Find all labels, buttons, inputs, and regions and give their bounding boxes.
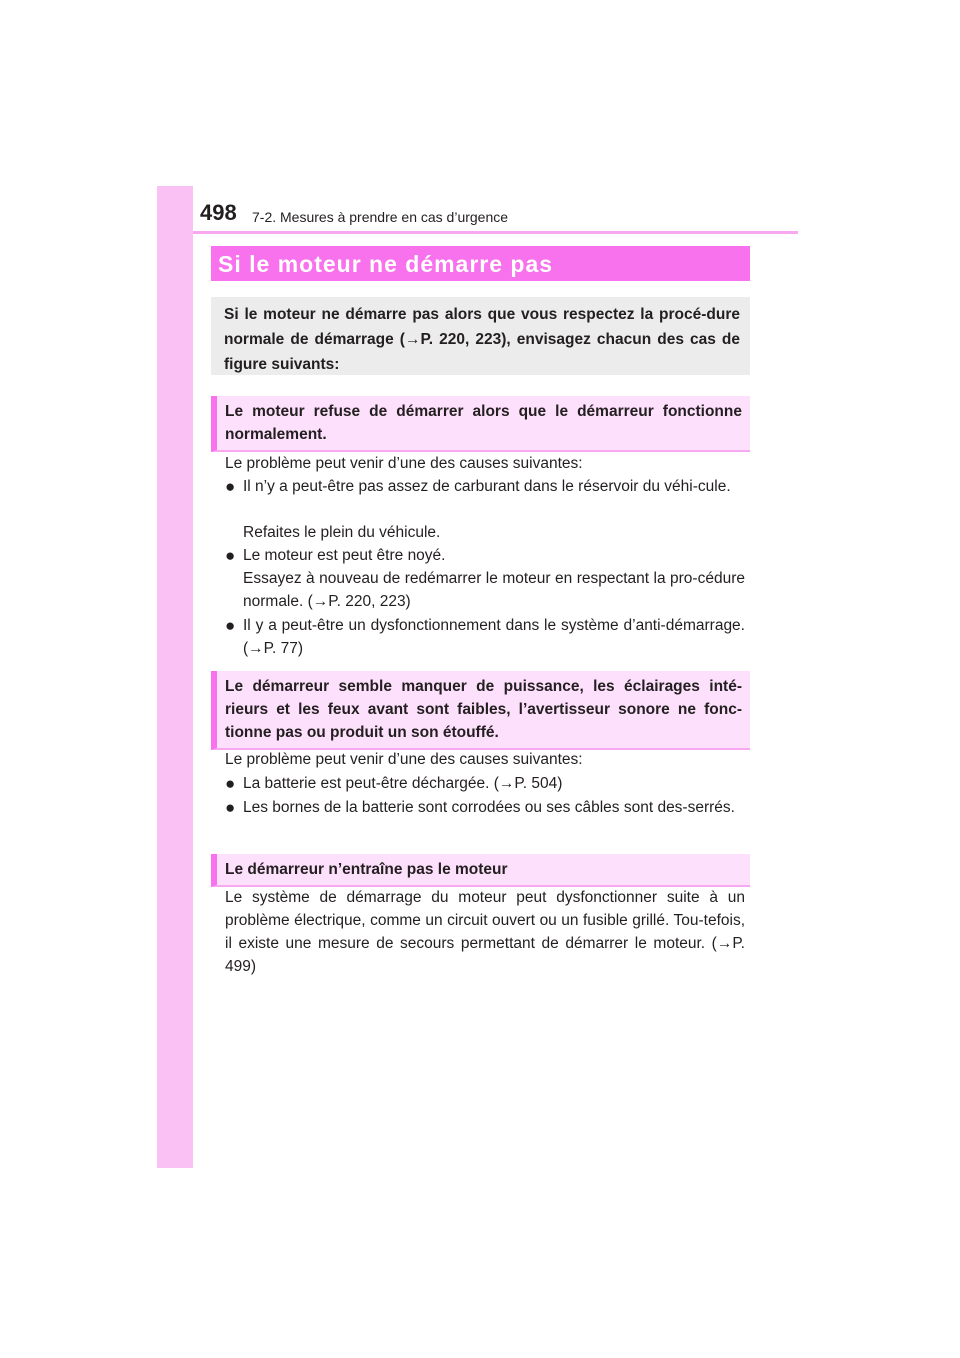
case1-bullet-1	[225, 475, 745, 498]
case1-bullet-1-text: Il n’y a peut-être pas assez de carburant dans le réservoir du véhi-cule.	[243, 478, 731, 495]
chapter-title: 7-2. Mesures à prendre en cas d’urgence	[252, 209, 509, 225]
header-rule	[193, 231, 798, 234]
case2-heading-box	[211, 671, 750, 750]
case1-bullet-1-note	[225, 521, 745, 544]
case1-heading: Le moteur refuse de démarrer alors que le démarreur fonctionne normalement.	[225, 403, 742, 443]
case2-bullet-2-text: Les bornes de la batterie sont corrodées ou ses câbles sont des-serrés.	[243, 799, 735, 816]
case1-bullet-3-text: Il y a peut-être un dysfonctionnement dans le système d’anti-démarrage. (→P. 77)	[243, 617, 745, 657]
bullet-icon: ●	[225, 798, 236, 817]
bullet-icon: ●	[225, 774, 236, 793]
case2-bullet-1-text: La batterie est peut-être déchargée. (→P. 504)	[243, 775, 563, 792]
case1-bullet-3	[225, 614, 745, 660]
case1-bullet-2-note-text: Essayez à nouveau de redémarrer le moteur en respectant la pro-cédure normale. (→P. 220, 223)	[243, 570, 745, 610]
case1-bullet-2	[225, 544, 745, 567]
case3-heading-box	[211, 854, 750, 887]
bullet-icon: ●	[225, 616, 236, 635]
case2-bullet-2	[225, 796, 745, 819]
case3-heading: Le démarreur n’entraîne pas le moteur	[225, 861, 508, 878]
case2-bullet-1	[225, 772, 745, 795]
page-number: 498	[200, 200, 237, 225]
section-title: Si le moteur ne démarre pas	[218, 251, 554, 277]
case1-bullet-2-text: Le moteur est peut être noyé.	[243, 547, 446, 564]
bullet-icon: ●	[225, 546, 236, 565]
case1-bullet-1-note-text: Refaites le plein du véhicule.	[243, 524, 441, 541]
chapter-sidebar-strip	[157, 186, 193, 1168]
case1-lead: Le problème peut venir d’une des causes suivantes:	[225, 455, 583, 472]
bullet-icon: ●	[225, 477, 236, 496]
case3-body: Le système de démarrage du moteur peut dysfonctionner suite à un problème électrique, comme un circuit ouvert ou un fusible grillé. Tou-tefois, il existe une mesure de secours permettant de démarrer le moteur. (→P. 499)	[225, 889, 745, 975]
case1-bullet-2-note	[225, 567, 745, 613]
case2-heading: Le démarreur semble manquer de puissance, les éclairages inté-rieurs et les feux avant sont faibles, l’avertisseur sonore ne fonc-tionne pas ou produit un son étouffé.	[225, 678, 742, 741]
case2-lead: Le problème peut venir d’une des causes suivantes:	[225, 751, 583, 768]
intro-text: Si le moteur ne démarre pas alors que vous respectez la procé-dure normale de démarrage (→P. 220, 223), envisagez chacun des cas de figure suivants:	[224, 306, 740, 373]
case1-heading-box	[211, 396, 750, 452]
